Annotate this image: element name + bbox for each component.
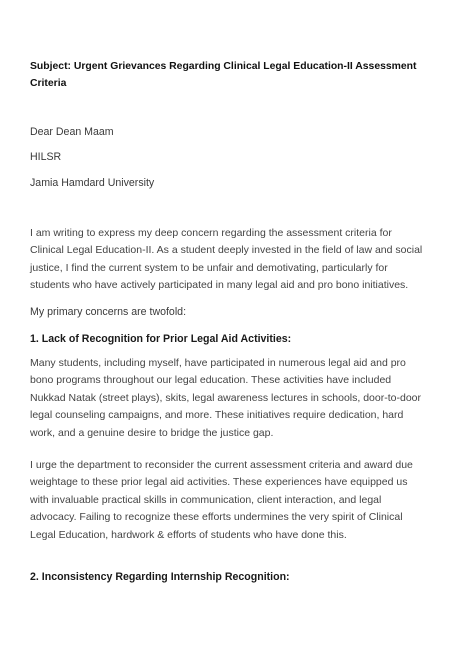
- paragraph-line: advocacy. Failing to recognize these efforts undermines the very spirit of Clinical: [30, 511, 403, 524]
- intro-line: justice, I find the current system to be unfair and demotivating, particularly for: [30, 261, 388, 274]
- concerns-intro: My primary concerns are twofold:: [30, 306, 187, 318]
- paragraph-line: with invaluable practical skills in communication, client interaction, and legal: [30, 493, 382, 506]
- intro-line: I am writing to express my deep concern regarding the assessment criteria for: [30, 227, 392, 239]
- intro-line: students who have actively participated in many legal aid and pro bono initiatives.: [30, 279, 409, 292]
- section-heading-2: 2. Inconsistency Regarding Internship Recognition:: [30, 571, 290, 583]
- section-heading-1: 1. Lack of Recognition for Prior Legal Aid Activities:: [30, 333, 292, 345]
- organization-name: HILSR: [30, 151, 62, 163]
- paragraph-urge: [30, 457, 442, 544]
- paragraph-line: I urge the department to reconsider the current assessment criteria and award due: [30, 459, 413, 471]
- letter-subject: Subject: Urgent Grievances Regarding Clinical Legal Education-II Assessment Criteria: [30, 61, 417, 89]
- paragraph-line: Many students, including myself, have participated in numerous legal aid and pro: [30, 357, 406, 369]
- intro-line: Clinical Legal Education-II. As a student deeply invested in the field of law and social: [30, 244, 423, 257]
- intro-paragraph: [30, 225, 442, 295]
- paragraph-line: Nukkad Natak (street plays), skits, legal awareness lectures in schools, door-to-door: [30, 391, 422, 404]
- university-name: Jamia Hamdard University: [30, 177, 155, 189]
- paragraph-line: legal counseling campaigns, and more. These initiatives require dedication, hard: [30, 409, 404, 422]
- paragraph-legal-aid: [30, 355, 442, 442]
- paragraph-line: work, and a genuine desire to bridge the justice gap.: [30, 426, 274, 439]
- paragraph-line: bono programs throughout our legal education. These activities have included: [30, 374, 392, 387]
- salutation: Dear Dean Maam: [30, 126, 114, 138]
- paragraph-line: weightage to these prior legal aid activities. These experiences have equipped us: [30, 476, 408, 489]
- paragraph-line: Legal Education, hardwork & efforts of students who have done this.: [30, 528, 347, 541]
